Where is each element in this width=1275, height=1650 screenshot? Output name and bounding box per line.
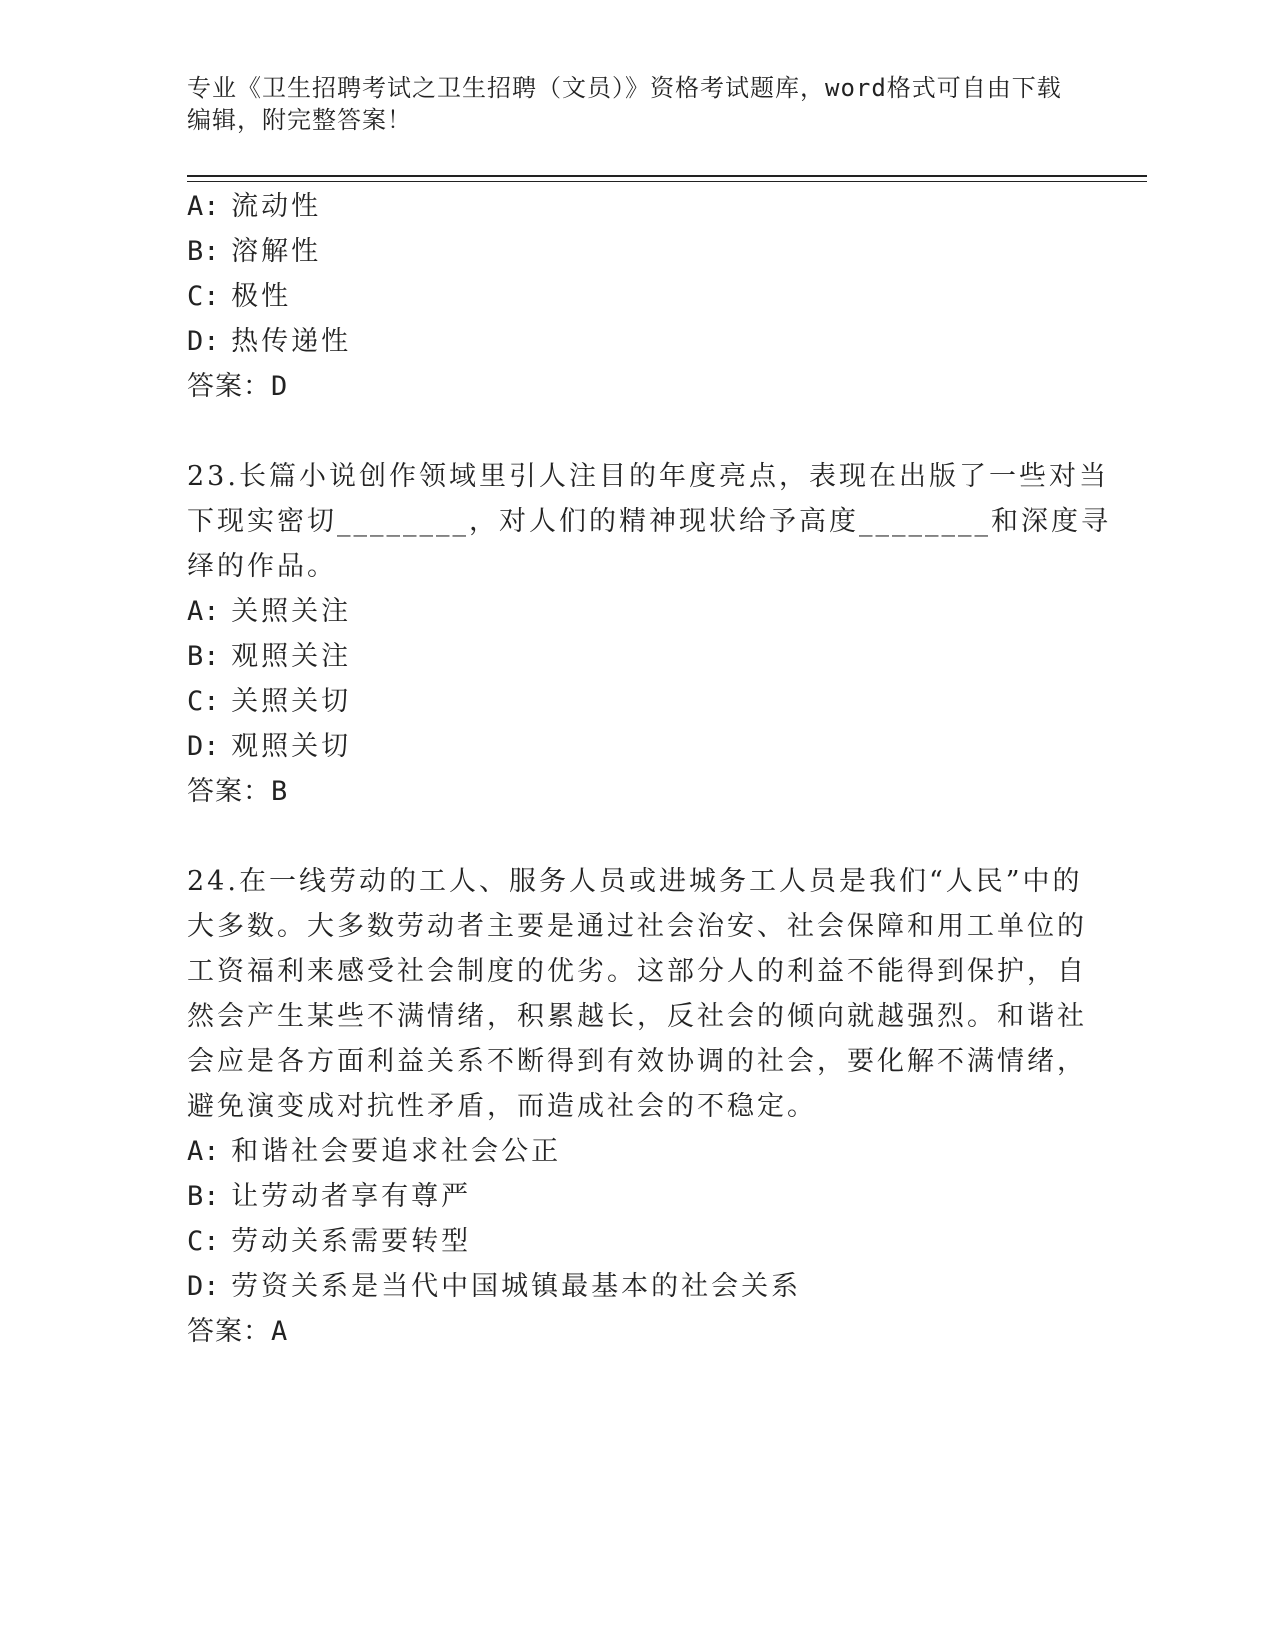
q22-option-c: C: 极性 xyxy=(187,281,292,312)
q24-stem-line-3: 工资福利来感受社会制度的优劣。这部分人的利益不能得到保护，自 xyxy=(187,956,1087,987)
q23-option-a: A: 关照关注 xyxy=(187,596,352,627)
q23-stem-line-3: 绎的作品。 xyxy=(187,551,337,582)
q22-option-d: D: 热传递性 xyxy=(187,326,352,357)
q23-answer: 答案：B xyxy=(187,776,289,807)
q22-answer: 答案：D xyxy=(187,371,289,402)
q24-stem-line-5: 会应是各方面利益关系不断得到有效协调的社会，要化解不满情绪， xyxy=(187,1046,1087,1077)
q24-answer: 答案：A xyxy=(187,1316,289,1347)
header-line-2: 编辑，附完整答案！ xyxy=(187,106,412,134)
q24-stem-line-1: 24.在一线劳动的工人、服务人员或进城务工人员是我们“人民”中的 xyxy=(187,866,1083,897)
q24-option-c: C: 劳动关系需要转型 xyxy=(187,1226,472,1257)
q22-option-b: B: 溶解性 xyxy=(187,236,322,267)
q23-option-c: C: 关照关切 xyxy=(187,686,352,717)
q24-option-d: D: 劳资关系是当代中国城镇最基本的社会关系 xyxy=(187,1271,802,1302)
header-line-1: 专业《卫生招聘考试之卫生招聘（文员）》资格考试题库，word格式可自由下载 xyxy=(187,74,1062,102)
q23-option-d: D: 观照关切 xyxy=(187,731,352,762)
q24-option-a: A: 和谐社会要追求社会公正 xyxy=(187,1136,562,1167)
document-header xyxy=(187,72,1067,136)
q24-stem-line-2: 大多数。大多数劳动者主要是通过社会治安、社会保障和用工单位的 xyxy=(187,911,1087,942)
q24-option-b: B: 让劳动者享有尊严 xyxy=(187,1181,472,1212)
q23-stem-line-2: 下现实密切________，对人们的精神现状给予高度________和深度寻 xyxy=(187,506,1111,537)
q24-stem-line-4: 然会产生某些不满情绪，积累越长，反社会的倾向就越强烈。和谐社 xyxy=(187,1001,1087,1032)
q24-stem-line-6: 避免演变成对抗性矛盾，而造成社会的不稳定。 xyxy=(187,1091,817,1122)
header-divider-thick xyxy=(187,175,1147,177)
q23-option-b: B: 观照关注 xyxy=(187,641,352,672)
header-divider-thin xyxy=(187,181,1147,182)
q22-option-a: A: 流动性 xyxy=(187,191,322,222)
q23-stem-line-1: 23.长篇小说创作领域里引人注目的年度亮点，表现在出版了一些对当 xyxy=(187,461,1109,492)
